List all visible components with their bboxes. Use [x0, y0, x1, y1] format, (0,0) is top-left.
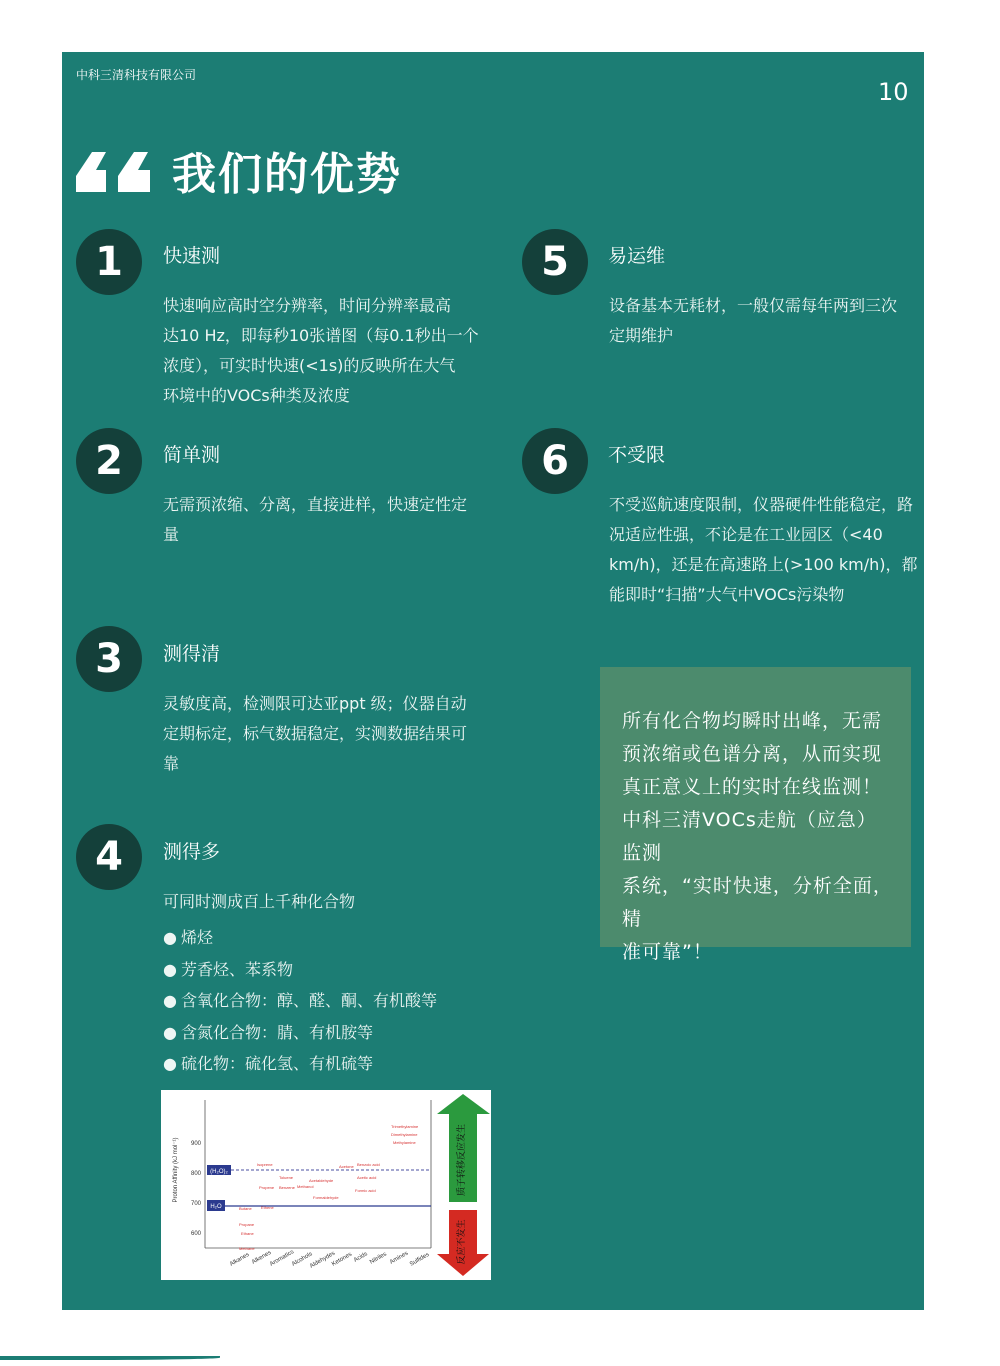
list-item: ● 硫化物：硫化氢、有机硫等: [163, 1048, 437, 1080]
body-line: 设备基本无耗材，一般仅需每年两到三次: [609, 296, 898, 315]
y-tick-label: 800: [190, 1171, 201, 1177]
compound-label: Acetone: [339, 1164, 354, 1169]
number-badge-1: 1: [76, 229, 142, 295]
compound-label: Formaldehyde: [313, 1195, 339, 1200]
category-label: Alcohols: [291, 1251, 314, 1268]
compound-label: Ethene: [261, 1205, 274, 1210]
category-label: Sulfides: [409, 1251, 431, 1268]
advantage-heading-6: 不受限: [608, 444, 666, 466]
compound-label: Formic acid: [355, 1188, 376, 1193]
advantage-body-1: [163, 291, 479, 411]
body-line: 灵敏度高，检测限可达亚ppt 级；仪器自动: [163, 694, 467, 713]
body-line: 定期维护: [609, 326, 674, 345]
reaction-occurs-label: 质子转移反应发生: [457, 1123, 467, 1197]
body-line: 可同时测成百上千种化合物: [163, 892, 356, 911]
compound-label: Butane: [239, 1206, 252, 1211]
body-line: km/h)，还是在高速路上(>100 km/h)，都: [609, 555, 918, 574]
quote-mark-icon: [74, 146, 152, 192]
water-label: H₂O: [210, 1204, 222, 1210]
advantage-body-4: [163, 887, 355, 917]
advantage-heading-5: 易运维: [608, 245, 666, 267]
advantage-body-3: [163, 689, 467, 779]
advantage-body-6: [609, 490, 918, 610]
water-dimer-label: (H₂O)₂: [210, 1169, 228, 1175]
category-label: Aromatics: [269, 1249, 296, 1268]
category-label: Amines: [389, 1250, 410, 1266]
compound-label: Benzoic acid: [357, 1162, 380, 1167]
body-line: 环境中的VOCs种类及浓度: [163, 386, 350, 405]
bottom-accent-line: [0, 1356, 220, 1360]
advantage-body-5: [609, 291, 897, 351]
body-line: 无需预浓缩、分离，直接进样，快速定性定: [163, 495, 468, 514]
compound-label: Methanol: [297, 1184, 314, 1189]
compound-bullet-list: [163, 922, 437, 1080]
advantage-heading-2: 简单测: [163, 444, 221, 466]
y-tick-label: 700: [190, 1201, 201, 1207]
category-label: Ketones: [331, 1251, 354, 1268]
advantage-heading-4: 测得多: [163, 841, 221, 863]
compound-label: Ethane: [241, 1231, 254, 1236]
advantage-heading-1: 快速测: [163, 245, 221, 267]
body-line: 量: [163, 525, 180, 544]
proton-affinity-figure: [161, 1090, 491, 1280]
body-line: 况适应性强，不论是在工业园区（<40: [609, 525, 883, 544]
summary-callout-box: [600, 667, 911, 963]
compound-label: Toluene: [279, 1175, 294, 1180]
company-name: 中科三清科技有限公司: [76, 68, 197, 82]
proton-affinity-chart: [161, 1090, 491, 1280]
body-line: 浓度），可实时快速(<1s)的反映所在大气: [163, 356, 456, 375]
advantage-body-2: [163, 490, 467, 550]
list-item: ● 烯烃: [163, 922, 437, 954]
callout-text: [622, 705, 894, 969]
advantage-heading-3: 测得清: [163, 643, 221, 665]
callout-line: 系统，“实时快速，分析全面，精: [622, 875, 893, 930]
body-line: 靠: [163, 754, 180, 773]
compound-label: Methylamine: [393, 1140, 416, 1145]
callout-line: 预浓缩或色谱分离，从而实现: [622, 743, 883, 765]
category-label: Alkenes: [251, 1249, 273, 1266]
number-badge-2: 2: [76, 428, 142, 494]
category-label: Alkanes: [229, 1251, 251, 1268]
compound-label: Propane: [239, 1222, 255, 1227]
callout-line: 真正意义上的实时在线监测！: [622, 776, 883, 798]
y-tick-label: 600: [190, 1231, 201, 1237]
compound-label: Methane: [239, 1246, 255, 1251]
y-axis-label: Proton Affinity (kJ mol⁻¹): [173, 1137, 179, 1203]
category-label: Aldehydes: [309, 1250, 337, 1270]
list-item: ● 含氧化合物：醇、醛、酮、有机酸等: [163, 985, 437, 1017]
compound-label: Isoprene: [257, 1162, 273, 1167]
number-badge-3: 3: [76, 626, 142, 692]
body-line: 不受巡航速度限制，仪器硬件性能稳定，路: [609, 495, 914, 514]
body-line: 达10 Hz，即每秒10张谱图（每0.1秒出一个: [163, 326, 479, 345]
list-item: ● 含氮化合物：腈、有机胺等: [163, 1017, 437, 1049]
no-reaction-label: 反应不发生: [457, 1219, 467, 1265]
body-line: 能即时“扫描”大气中VOCs污染物: [609, 585, 845, 604]
page-number: 10: [878, 78, 909, 106]
callout-line: 准可靠”！: [622, 941, 713, 963]
page-title: 我们的优势: [172, 149, 402, 200]
body-line: 定期标定，标气数据稳定，实测数据结果可: [163, 724, 468, 743]
compound-label: Acetic acid: [357, 1175, 377, 1180]
callout-line: 中科三清VOCs走航（应急）监测: [622, 809, 877, 864]
compound-label: Trimethylamine: [391, 1124, 419, 1129]
number-badge-5: 5: [522, 229, 588, 295]
list-item: ● 芳香烃、苯系物: [163, 954, 437, 986]
compound-label: Propene: [259, 1185, 275, 1190]
number-badge-4: 4: [76, 824, 142, 890]
callout-line: 所有化合物均瞬时出峰，无需: [622, 710, 883, 732]
compound-label: Acetaldehyde: [309, 1178, 334, 1183]
body-line: 快速响应高时空分辨率，时间分辨率最高: [163, 296, 452, 315]
category-label: Acids: [353, 1251, 369, 1264]
category-label: Nitriles: [369, 1251, 388, 1266]
number-badge-6: 6: [522, 428, 588, 494]
compound-label: Benzene: [279, 1185, 295, 1190]
compound-label: Dimethylamine: [391, 1132, 418, 1137]
y-tick-label: 900: [190, 1141, 201, 1147]
